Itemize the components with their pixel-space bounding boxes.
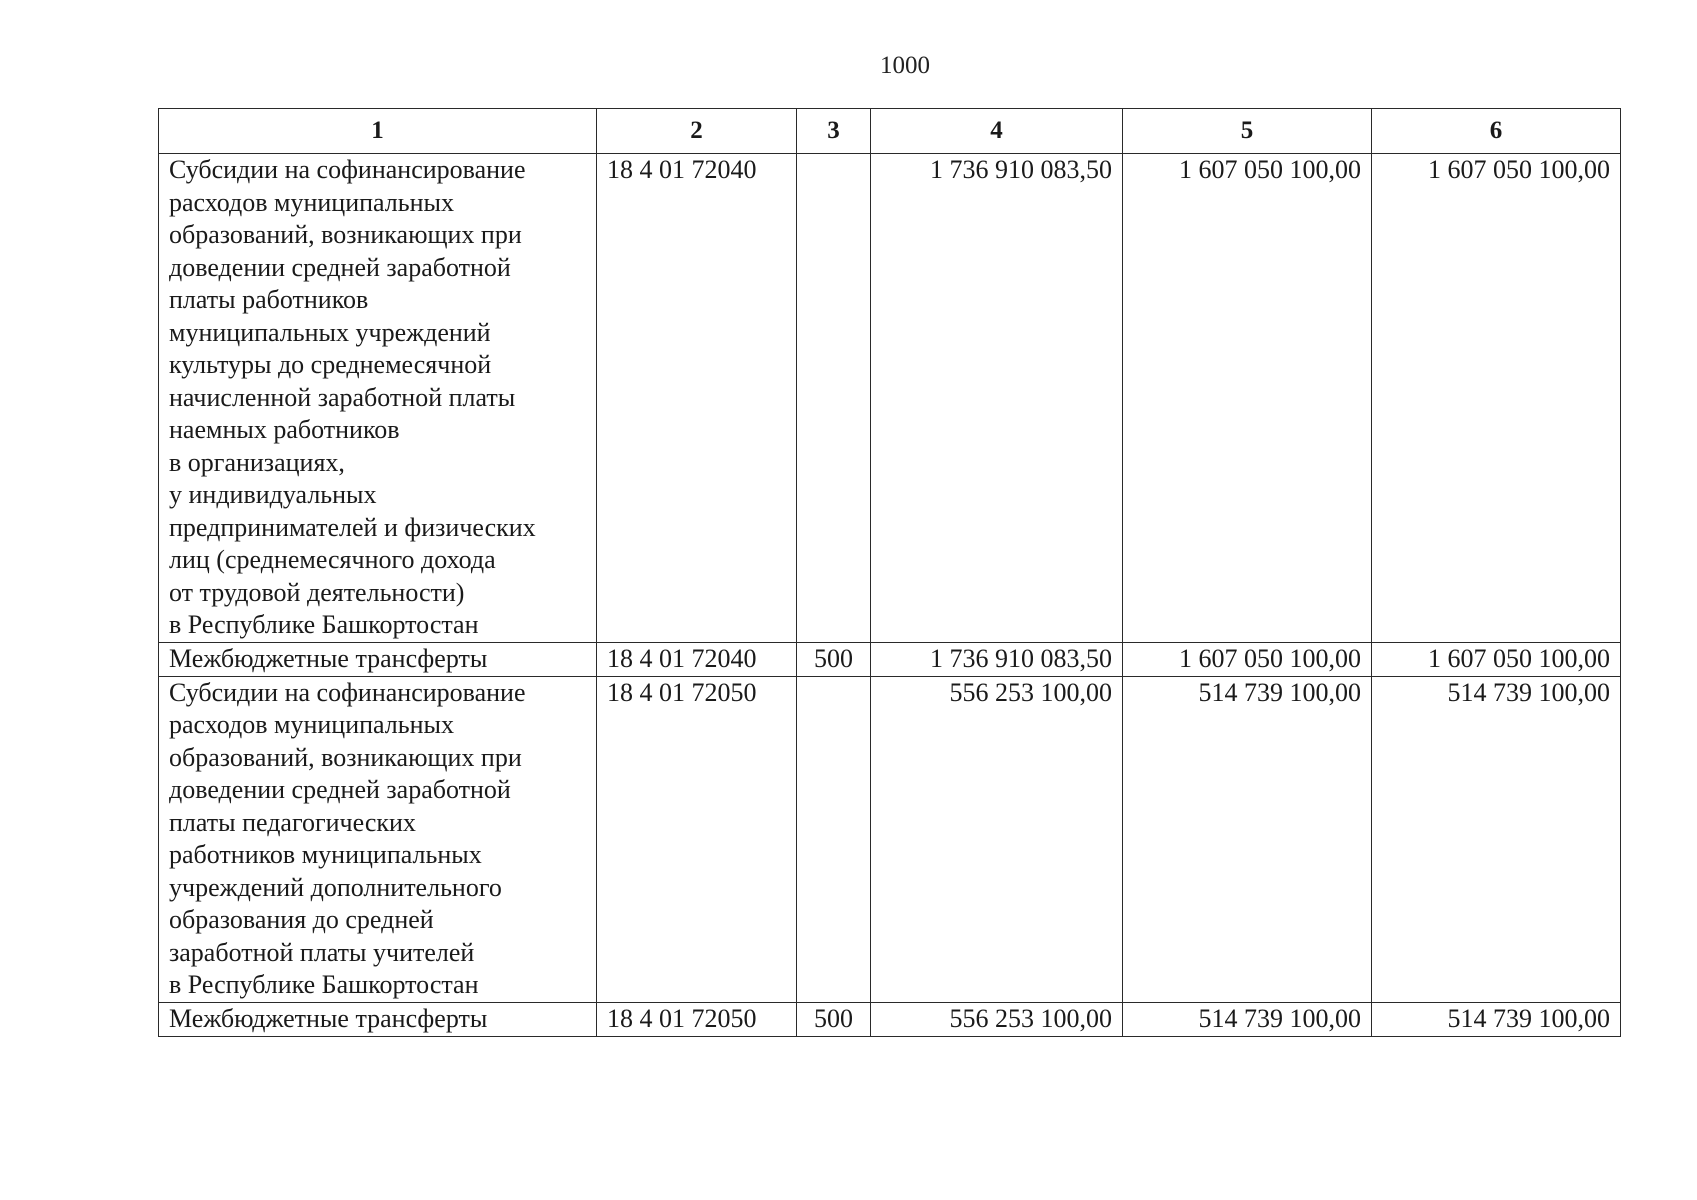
expense-name-line: Субсидии на софинансирование <box>169 155 526 184</box>
target-code-cell: 18 4 01 72040 <box>597 154 797 643</box>
expense-name-cell <box>159 642 597 676</box>
amount-year2-cell: 514 739 100,00 <box>1123 676 1372 1002</box>
expense-name-line: у индивидуальных <box>169 480 377 509</box>
page-number: 1000 <box>880 52 930 79</box>
expense-type-cell <box>797 676 871 1002</box>
amount-year3-cell: 514 739 100,00 <box>1372 1002 1621 1036</box>
expense-name-line: Межбюджетные трансферты <box>169 643 488 673</box>
amount-year1-cell: 1 736 910 083,50 <box>871 154 1123 643</box>
expense-name-line: в Республике Башкортостан <box>169 610 479 639</box>
expense-name-line: работников муниципальных <box>169 840 482 869</box>
table-row <box>159 154 1621 643</box>
expense-name-line: в организациях, <box>169 447 345 477</box>
expense-type-cell <box>797 154 871 643</box>
budget-table <box>158 108 1621 1037</box>
expense-name-line: расходов муниципальных <box>169 187 455 217</box>
expense-name-line: предпринимателей и физических <box>169 512 536 542</box>
expense-name-cell <box>159 676 597 1002</box>
expense-name-line: заработной платы учителей <box>169 937 475 967</box>
amount-year2-cell: 1 607 050 100,00 <box>1123 642 1372 676</box>
amount-year3-cell: 1 607 050 100,00 <box>1372 642 1621 676</box>
expense-name-line: платы работников <box>169 285 369 314</box>
expense-type-cell: 500 <box>797 642 871 676</box>
expense-name-line: доведении средней заработной <box>169 252 511 282</box>
expense-name-line: начисленной заработной платы <box>169 382 516 412</box>
column-header: 5 <box>1123 109 1372 154</box>
amount-year2-cell: 514 739 100,00 <box>1123 1002 1372 1036</box>
table-header-row <box>159 109 1621 154</box>
amount-year1-cell: 556 253 100,00 <box>871 676 1123 1002</box>
table-row <box>159 642 1621 676</box>
target-code-cell: 18 4 01 72050 <box>597 1002 797 1036</box>
expense-name-line: образований, возникающих при <box>169 742 522 772</box>
target-code-cell: 18 4 01 72040 <box>597 642 797 676</box>
table-row <box>159 676 1621 1002</box>
expense-name-line: учреждений дополнительного <box>169 872 502 902</box>
expense-name-line: образований, возникающих при <box>169 220 522 249</box>
expense-name-cell <box>159 154 597 643</box>
expense-name-line: наемных работников <box>169 415 400 444</box>
expense-name-line: муниципальных учреждений <box>169 317 491 347</box>
expense-name-line: платы педагогических <box>169 807 416 837</box>
amount-year1-cell: 556 253 100,00 <box>871 1002 1123 1036</box>
column-header: 6 <box>1372 109 1621 154</box>
expense-name-line: образования до средней <box>169 905 434 934</box>
expense-name-line: расходов муниципальных <box>169 710 455 739</box>
expense-name-line: лиц (среднемесячного дохода <box>169 545 496 574</box>
column-header: 3 <box>797 109 871 154</box>
expense-name-cell <box>159 1002 597 1036</box>
expense-name-line: в Республике Башкортостан <box>169 970 479 999</box>
expense-name-line: Межбюджетные трансферты <box>169 1003 488 1033</box>
amount-year1-cell: 1 736 910 083,50 <box>871 642 1123 676</box>
column-header: 1 <box>159 109 597 154</box>
column-header: 2 <box>597 109 797 154</box>
amount-year3-cell: 514 739 100,00 <box>1372 676 1621 1002</box>
target-code-cell: 18 4 01 72050 <box>597 676 797 1002</box>
expense-name-line: доведении средней заработной <box>169 775 511 804</box>
expense-name-line: культуры до среднемесячной <box>169 350 492 379</box>
column-header: 4 <box>871 109 1123 154</box>
expense-name-line: от трудовой деятельности) <box>169 577 465 607</box>
amount-year2-cell: 1 607 050 100,00 <box>1123 154 1372 643</box>
table-row <box>159 1002 1621 1036</box>
expense-type-cell: 500 <box>797 1002 871 1036</box>
amount-year3-cell: 1 607 050 100,00 <box>1372 154 1621 643</box>
expense-name-line: Субсидии на софинансирование <box>169 677 526 707</box>
